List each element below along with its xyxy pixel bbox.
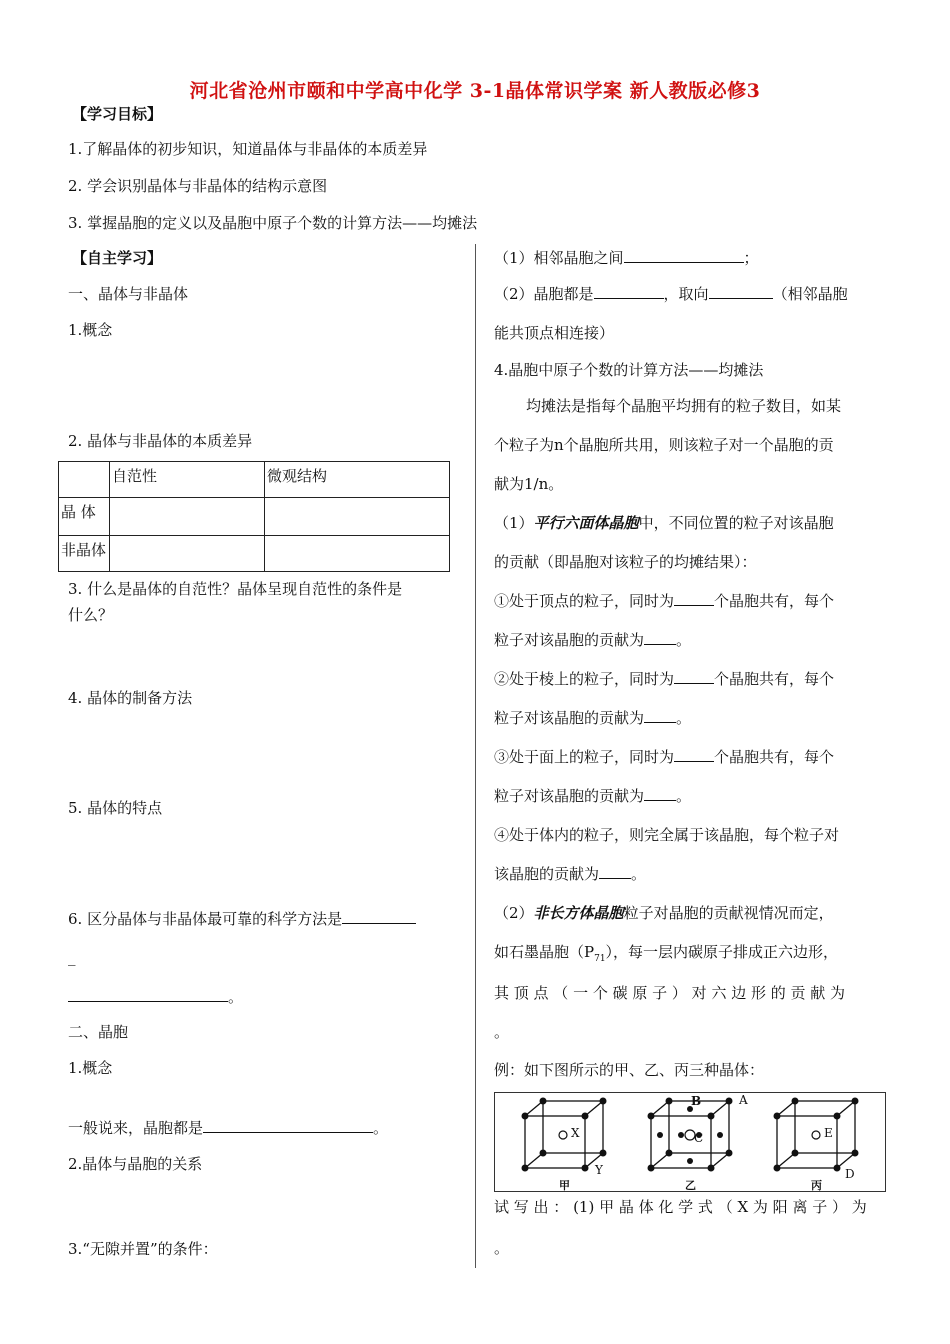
question-formula-end: 。 [494, 1239, 510, 1257]
concept-label: 1.概念 [68, 321, 113, 339]
answer-blank[interactable] [68, 987, 228, 1002]
crystal-cell-relation: 2.晶体与晶胞的关系 [68, 1155, 203, 1173]
answer-blank[interactable] [342, 909, 416, 924]
example-intro: 例：如下图所示的甲、乙、丙三种晶体： [494, 1061, 765, 1079]
label-d: D [845, 1167, 855, 1181]
body-contribution: 该晶胞的贡献为 。 [494, 865, 647, 883]
vertex-particle: ①处于顶点的粒子，同时为 个晶胞共有，每个 [494, 592, 835, 610]
answer-blank[interactable] [674, 591, 714, 606]
question-6-line2: 。 [68, 986, 243, 1007]
table-cell[interactable] [110, 536, 265, 572]
label-a: A [739, 1093, 748, 1107]
graphite-vertex: 其 顶 点 （ 一 个 碳 原 子 ） 对 六 边 形 的 贡 献 为 [494, 984, 846, 1002]
answer-blank[interactable] [599, 864, 631, 879]
cell-orientation-line2: 能共顶点相连接） [494, 324, 615, 342]
averaging-para-1: 均摊法是指每个晶胞平均拥有的粒子数目，如某 [526, 397, 842, 415]
answer-blank[interactable] [644, 708, 676, 723]
adjacent-cells: （1）相邻晶胞之间 ； [494, 249, 759, 267]
self-study-heading: 【自主学习】 [72, 249, 163, 267]
body-particle: ④处于体内的粒子，则完全属于该晶胞，每个粒子对 [494, 826, 840, 844]
section-crystal-heading: 一、晶体与非晶体 [68, 285, 189, 303]
answer-blank[interactable] [709, 284, 773, 299]
question-6: 6. 区分晶体与非晶体最可靠的科学方法是 [68, 908, 416, 929]
averaging-method-heading: 4.晶胞中原子个数的计算方法——均摊法 [494, 361, 764, 379]
graphite-example: 如石墨晶胞$(P_{71})$，每一层内碳原子排成正六边形， [494, 943, 839, 964]
question-formula: 试 写 出 ： (1) 甲 晶 体 化 学 式 （ X 为 阳 离 子 ） 为 [494, 1198, 867, 1216]
objective-1: 1.了解晶体的初步知识，知道晶体与非晶体的本质差异 [68, 140, 428, 158]
table-row-label-crystal: 晶 体 [59, 498, 110, 536]
answer-blank[interactable] [644, 786, 676, 801]
objectives-heading: 【学习目标】 [72, 105, 163, 123]
table-cell[interactable] [265, 498, 450, 536]
parallelepiped-cell: （1）平行六面体晶胞中，不同位置的粒子对该晶胞 [494, 514, 834, 532]
seamless-condition: 3.“无隙并置”的条件： [68, 1240, 218, 1258]
table-header-microstructure: 微观结构 [265, 462, 450, 498]
question-5: 5. 晶体的特点 [68, 799, 163, 817]
cell-orientation: （2）晶胞都是 ，取向 （相邻晶胞 [494, 285, 848, 303]
table-header-empty [59, 462, 110, 498]
averaging-para-2: 个粒子为n个晶胞所共用，则该粒子对一个晶胞的贡 [494, 436, 834, 454]
question-6-dash: _ [68, 948, 76, 966]
table-row-label-amorphous: 非晶体 [59, 536, 110, 572]
question-4: 4. 晶体的制备方法 [68, 689, 193, 707]
vertex-contribution: 粒子对该晶胞的贡献为 。 [494, 631, 692, 649]
column-divider [475, 244, 476, 1268]
label-c: C [694, 1131, 704, 1145]
unit-cell-general: 一般说来，晶胞都是 。 [68, 1119, 389, 1137]
label-jia: 甲 [559, 1179, 570, 1192]
unit-cell-concept-label: 1.概念 [68, 1059, 113, 1077]
edge-particle: ②处于棱上的粒子，同时为 个晶胞共有，每个 [494, 670, 835, 688]
answer-blank[interactable] [674, 669, 714, 684]
comparison-table [58, 461, 450, 572]
answer-blank[interactable] [594, 284, 664, 299]
document-title: 河北省沧州市颐和中学高中化学 3-1晶体常识学案 新人教版必修3 [189, 80, 761, 102]
label-e: E [824, 1126, 833, 1140]
objective-3: 3. 掌握晶胞的定义以及晶胞中原子个数的计算方法——均摊法 [68, 214, 478, 232]
answer-blank[interactable] [203, 1118, 373, 1133]
table-header-self-shaping: 自范性 [110, 462, 265, 498]
question-3-line1: 3. 什么是晶体的自范性？晶体呈现自范性的条件是 [68, 580, 403, 598]
answer-blank[interactable] [644, 630, 676, 645]
table-cell[interactable] [110, 498, 265, 536]
answer-blank[interactable] [624, 248, 744, 263]
label-y: Y [595, 1163, 603, 1177]
essential-difference-label: 2. 晶体与非晶体的本质差异 [68, 432, 253, 450]
question-3-line2: 什么？ [68, 606, 114, 624]
label-yi: 乙 [685, 1179, 696, 1192]
face-particle: ③处于面上的粒子，同时为 个晶胞共有，每个 [494, 748, 835, 766]
averaging-para-3: 献为1/n。 [494, 475, 564, 493]
objective-2: 2. 学会识别晶体与非晶体的结构示意图 [68, 177, 328, 195]
label-b: B [691, 1094, 702, 1108]
table-cell[interactable] [265, 536, 450, 572]
non-cuboid-cell: （2）非长方体晶胞粒子对晶胞的贡献视情况而定， [494, 904, 834, 922]
label-x: X [571, 1126, 580, 1140]
section-unit-cell-heading: 二、晶胞 [68, 1023, 129, 1041]
label-bing: 丙 [811, 1179, 822, 1192]
face-contribution: 粒子对该晶胞的贡献为 。 [494, 787, 692, 805]
crystal-cells-figure [494, 1092, 886, 1192]
parallelepiped-cell-line2: 的贡献（即晶胞对该粒子的均摊结果）： [494, 553, 757, 571]
edge-contribution: 粒子对该晶胞的贡献为 。 [494, 709, 692, 727]
graphite-vertex-end: 。 [494, 1023, 510, 1041]
answer-blank[interactable] [674, 747, 714, 762]
